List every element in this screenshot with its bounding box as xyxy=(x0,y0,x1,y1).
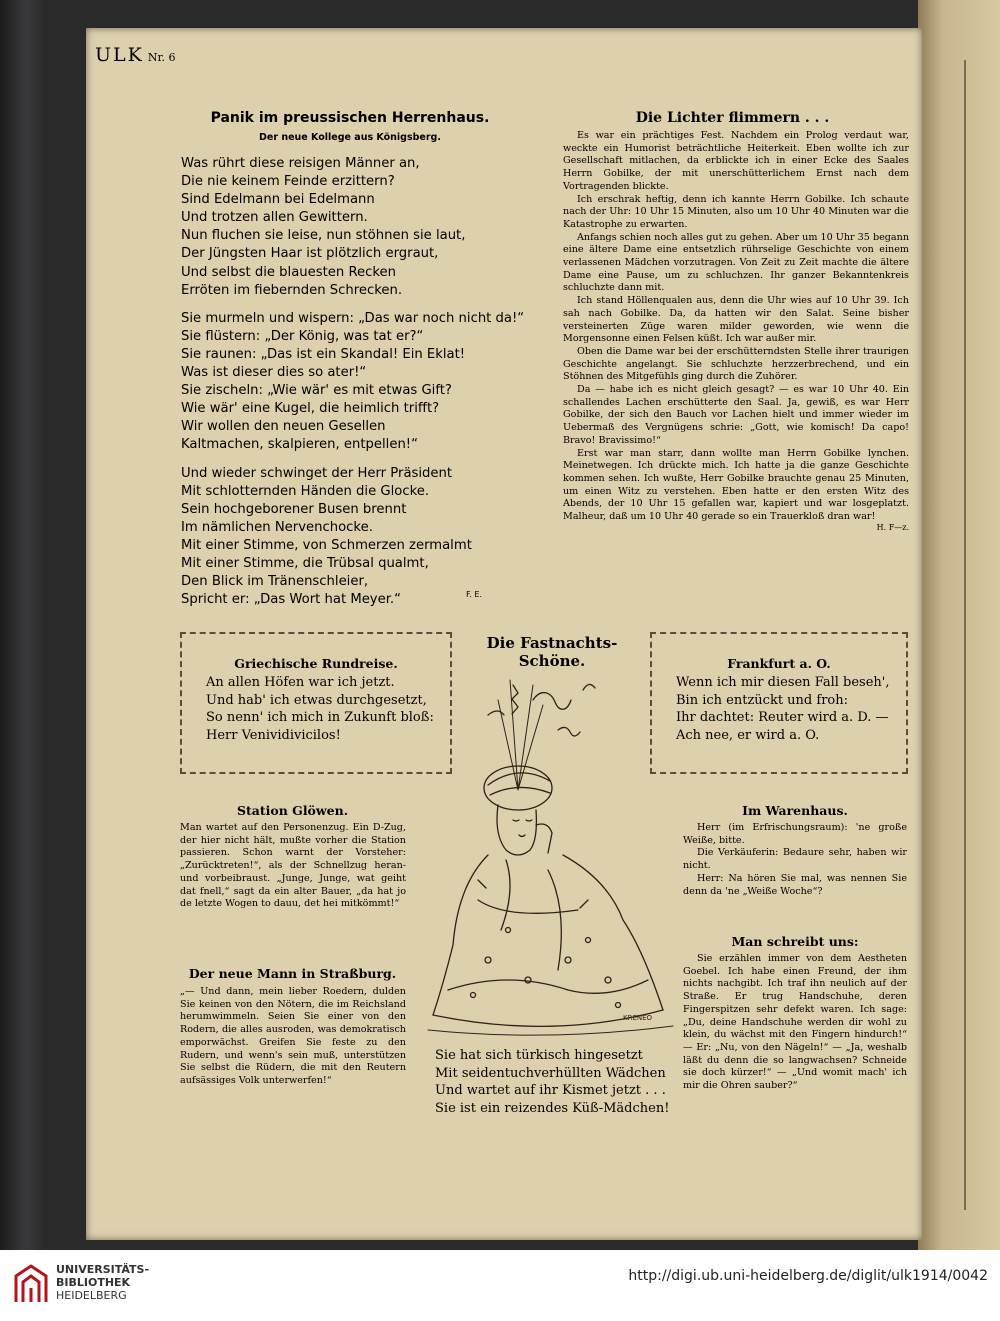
book-binding xyxy=(0,0,44,1250)
paragraph: Anfangs schien noch alles gut zu gehen. Aber um 10 Uhr 35 begann eine ältere Dame eine entsetzlich rührselige Geschichte von einem verlassenen Mädchen vorzutragen. Von Zeit zu Zeit machte die ältere Dame eine Pause, um zu schluchzen. Ihr ganzer Bekanntenkreis schluchzte dann mit. xyxy=(563,231,909,294)
poem-line: Erröten im fiebernden Schrecken. xyxy=(181,282,403,298)
poem-stanza xyxy=(181,465,541,610)
poem1-body xyxy=(181,155,541,619)
library-name-line: UNIVERSITÄTS- xyxy=(56,1263,150,1276)
poem1-signature: F. E. xyxy=(466,590,482,599)
issue-number: Nr. 6 xyxy=(147,51,176,64)
warenhaus-title: Im Warenhaus. xyxy=(742,803,848,818)
manschreibt-body xyxy=(683,953,907,1093)
poem-line: Nun fluchen sie leise, nun stöhnen sie laut, xyxy=(181,228,466,244)
frankfurt-box xyxy=(650,632,908,774)
lichter-body xyxy=(563,130,909,535)
poem-line: Im nämlichen Nervenchocke. xyxy=(181,519,373,535)
poem-line: Sind Edelmann bei Edelmann xyxy=(181,192,375,208)
poem-line: Mit einer Stimme, die Trübsal qualmt, xyxy=(181,555,429,571)
paragraph: Erst war man starr, dann wollte man Herrn Gobilke lynchen. Meinetwegen. Ich drückte mich. Ich hatte ja die ganze Geschichte kommen sehen. Ich wußte, Herr Gobilke brauchte genau 25 Minuten, um einen Witz zu verstehen. Eben hatte er den ersten Witz des Abends, der 10 Uhr 15 gefallen war, kapiert und war losgeplatzt. Malheur, daß um 10 Uhr 40 gerade so ein Trauerkloß dran war! xyxy=(563,447,909,523)
verse-line: Herr Venividivicilos! xyxy=(206,727,341,743)
artist-signature: KRENEO xyxy=(623,1014,653,1022)
poem-line: Sie murmeln und wispern: „Das war noch nicht da!“ xyxy=(181,310,525,326)
verse-line: Ihr dachtet: Reuter wird a. D. — xyxy=(676,710,889,725)
poem-line: Mit schlotternden Händen die Glocke. xyxy=(181,483,430,499)
poem-line: Der Jüngsten Haar ist plötzlich ergraut, xyxy=(181,246,439,262)
poem-line: Sie flüstern: „Der König, was tat er?“ xyxy=(181,328,424,344)
griechisch-box xyxy=(180,632,452,774)
paragraph: Man wartet auf den Personenzug. Ein D-Zug, der hier nicht hält, mußte vorher die Station passieren. Schon warnt der Vorsteher: „Zurücktreten!“, als der Schnellzug heran- und vorbeibraust. „Junge, Junge, wat geiht dat fnell,“ sagt da ein alter Bauer, „da hat jo de letzte Wogen to dauu, det hei mitkömmt!“ xyxy=(180,822,406,910)
lichter-signature: H. F—z. xyxy=(876,522,909,532)
fastnacht-caption xyxy=(435,1047,669,1117)
poem-line: Und wieder schwinget der Herr Präsident xyxy=(181,465,453,481)
verse-line: So nenn' ich mich in Zukunft bloß: xyxy=(206,710,434,725)
poem-line: Wir wollen den neuen Gesellen xyxy=(181,419,386,435)
lichter-title: Die Lichter flimmern . . . xyxy=(635,110,830,126)
paragraph: „— Und dann, mein lieber Roedern, dulden Sie keinen von den Nötern, die im Reichsland herumwimmeln. Seien Sie einer von den Rodern, die alles ausroden, was demokratisch emporwächst. Greifen Sie feste zu den Rudern, und wenn's sein muß, unterstützen Sie selbst die Rüdern, die mit den Reutern aufsässiges Volk unterwerfen!“ xyxy=(180,986,406,1086)
fastnacht-title: Die Fastnachts-Schöne. xyxy=(486,634,618,670)
library-name xyxy=(56,1263,149,1302)
poem-stanza xyxy=(181,155,541,300)
verse-line: An allen Höfen war ich jetzt. xyxy=(206,675,395,690)
poem-line: Die nie keinem Feinde erzittern? xyxy=(181,174,395,190)
gloewen-body xyxy=(180,822,406,911)
paragraph: Es war ein prächtiges Fest. Nachdem ein Prolog verdaut war, weckte ein Humorist beträchtliche Heiterkeit. Eben wollte ich zur Gesellschaft mitlachen, da erblickte ich in einer Ecke des Saales Herrn Gobilke, der mit unerschütterlichem Ernst nach dem Vortragenden blickte. xyxy=(563,130,909,192)
verse-line: Wenn ich mir diesen Fall beseh', xyxy=(676,675,890,690)
adjacent-page-edge xyxy=(918,0,1000,1250)
source-url[interactable]: http://digi.ub.uni-heidelberg.de/diglit/ulk1914/0042 xyxy=(628,1268,988,1284)
paragraph: Herr (im Erfrischungsraum): 'ne große Weiße, bitte. xyxy=(683,822,907,846)
poem-line: Und selbst die blauesten Recken xyxy=(181,264,397,280)
strassburg-body xyxy=(180,986,406,1088)
paragraph: Herr: Na hören Sie mal, was nennen Sie denn da 'ne „Weiße Woche“? xyxy=(683,872,907,897)
gloewen-title: Station Glöwen. xyxy=(236,803,349,818)
poem-line: Den Blick im Tränenschleier, xyxy=(181,574,369,590)
paragraph: Oben die Dame war bei der erschütterndsten Stelle ihrer traurigen Geschichte angelangt. Sie schluchzte herzzerbrechend, und ein Stöhnen des Mitgefühls ging durch die Zuhörer. xyxy=(563,345,909,383)
poem-line: Wie wär' eine Kugel, die heimlich trifft? xyxy=(181,401,440,417)
verse-line: Und hab' ich etwas durchgesetzt, xyxy=(206,692,427,708)
frankfurt-title: Frankfurt a. O. xyxy=(727,656,831,671)
fastnacht-illustration xyxy=(418,660,680,1045)
griechisch-title: Griechische Rundreise. xyxy=(234,656,398,671)
poem-line: Kaltmachen, skalpieren, entpellen!“ xyxy=(181,437,418,453)
magazine-title: ULK xyxy=(95,44,144,66)
poem-line: Sein hochgeborener Busen brennt xyxy=(181,501,407,517)
verse-line: Ach nee, er wird a. O. xyxy=(676,727,820,743)
page-header xyxy=(95,44,176,66)
paragraph: Da — habe ich es nicht gleich gesagt? — es war 10 Uhr 40. Ein schallendes Lachen erschütterte den Saal. Ja, gewiß, es war Herr Gobilke, der sich den Bauch vor Lachen hielt und immer wieder im Uebermaß des Vergnügens schrie: „Gott, wie komisch! Da capo! Bravo! Bravissimo!“ xyxy=(563,384,909,446)
poem-line: Und trotzen allen Gewittern. xyxy=(181,210,368,226)
poem-line: Sie zischeln: „Wie wär' es mit etwas Gift? xyxy=(181,383,452,399)
poem1-subtitle: Der neue Kollege aus Königsberg. xyxy=(259,132,441,143)
paragraph: Ich stand Höllenqualen aus, denn die Uhr wies auf 10 Uhr 39. Ich sah nach Gobilke. Da, da hatten wir den Salat. Seine bisher versteinerten Züge waren milder geworden, wie wenn die Morgensonne einen Felsen küßt. Ich war außer mir. xyxy=(563,295,909,345)
university-library-logo-icon xyxy=(12,1262,50,1306)
library-name-line: BIBLIOTHEK xyxy=(56,1276,131,1289)
strassburg-title: Der neue Mann in Straßburg. xyxy=(188,966,397,981)
poem-line: Mit einer Stimme, von Schmerzen zermalmt xyxy=(181,537,472,553)
manschreibt-title: Man schreibt uns: xyxy=(731,934,859,949)
paragraph: Die Verkäuferin: Bedaure sehr, haben wir nicht. xyxy=(683,847,907,872)
verse-line: Bin ich entzückt und froh: xyxy=(676,692,848,708)
poem-line: Spricht er: „Das Wort hat Meyer.“ xyxy=(181,592,401,608)
poem-line: Was ist dieser dies so ater!“ xyxy=(181,365,367,381)
library-name-line: HEIDELBERG xyxy=(56,1289,127,1302)
footer-bar xyxy=(0,1250,1000,1321)
paragraph: Sie erzählen immer von dem Aestheten Goebel. Ich habe einen Freund, der ihm nichts nachgibt. Ich traf ihn neulich auf der Straße. Er trug Handschuhe, deren Fingerspitzen sehr defekt waren. Ich sage: „Du, deine Handschuhe werden dir wohl zu klein, du wächst mit den Fingern hindurch!“ — Er: „Nu, von den Nägeln!“ — „Ja, weshalb läßt du denn die so langwachsen? Schneide sie doch kürzer!“ — „Und womit mach' ich mir die Ohren sauber?“ xyxy=(683,953,907,1092)
poem-stanza xyxy=(181,310,541,455)
warenhaus-body xyxy=(683,822,907,898)
poem-line: Sie raunen: „Das ist ein Skandal! Ein Eklat! xyxy=(181,346,466,362)
paragraph: Ich erschrak heftig, denn ich kannte Herrn Gobilke. Ich schaute nach der Uhr: 10 Uhr 15 Minuten, also um 10 Uhr 40 Minuten war die Katastrophe zu erwarten. xyxy=(563,193,909,230)
caption-line: Sie ist ein reizendes Küß-Mädchen! xyxy=(435,1100,670,1116)
poem-line: Was rührt diese reisigen Männer an, xyxy=(181,156,420,171)
caption-line: Mit seidentuchverhüllten Wädchen xyxy=(435,1065,666,1081)
poem1-title: Panik im preussischen Herrenhaus. xyxy=(210,110,490,126)
caption-line: Sie hat sich türkisch hingesetzt xyxy=(435,1048,643,1063)
caption-line: Und wartet auf ihr Kismet jetzt . . . xyxy=(435,1083,666,1098)
